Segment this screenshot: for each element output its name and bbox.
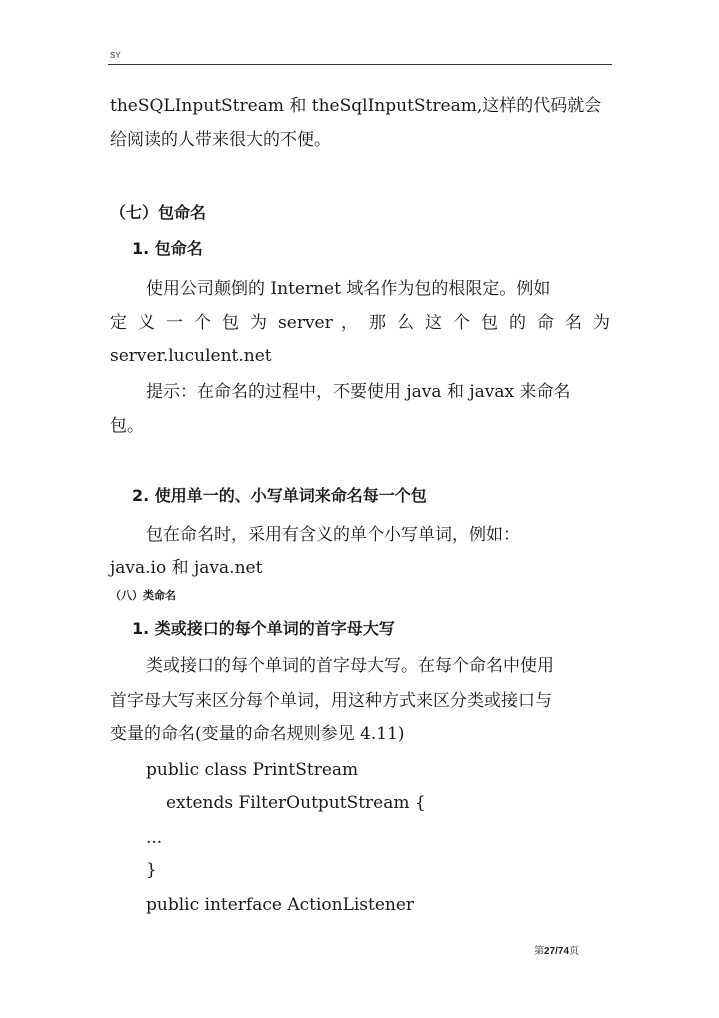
code-line: public interface ActionListener (146, 895, 415, 915)
paragraph-line: 使用公司颠倒的 Internet 域名作为包的根限定。例如 (146, 279, 551, 299)
paragraph-line: 定 义 一 个 包 为 server ， 那 么 这 个 包 的 命 名 为 (110, 313, 610, 333)
page-number (534, 942, 579, 957)
header-rule (108, 64, 612, 65)
paragraph-line: 给阅读的人带来很大的不便。 (110, 130, 331, 150)
paragraph-line: 变量的命名(变量的命名规则参见 4.11) (110, 724, 405, 744)
section-heading: （八）类命名 (110, 589, 176, 602)
page-prefix: 第 (534, 946, 544, 957)
page-suffix: 页 (569, 946, 580, 957)
paragraph-line: 包在命名时，采用有含义的单个小写单词，例如： (146, 525, 520, 545)
code-line: public class PrintStream (146, 760, 359, 780)
paragraph-line: 包。 (110, 416, 144, 436)
subsection-heading: 1. 类或接口的每个单词的首字母大写 (132, 619, 395, 638)
code-line: } (146, 860, 157, 880)
page-separator: / (555, 946, 558, 957)
subsection-heading: 1. 包命名 (132, 239, 203, 258)
subsection-heading: 2. 使用单一的、小写单词来命名每一个包 (132, 486, 427, 505)
code-line: ... (146, 828, 163, 848)
section-heading: （七）包命名 (110, 203, 207, 222)
code-line: extends FilterOutputStream { (166, 793, 426, 813)
paragraph-line: 类或接口的每个单词的首字母大写。在每个命名中使用 (146, 656, 554, 676)
paragraph-line: theSQLInputStream 和 theSqlInputStream,这样的代码就会 (110, 96, 602, 116)
page-current: 27 (544, 946, 556, 957)
header-label: SY (110, 51, 121, 60)
page-total: 74 (557, 946, 570, 957)
paragraph-line: 首字母大写来区分每个单词，用这种方式来区分类或接口与 (110, 691, 552, 711)
paragraph-line: server.luculent.net (110, 346, 272, 366)
paragraph-line: java.io 和 java.net (110, 558, 263, 578)
paragraph-line: 提示：在命名的过程中，不要使用 java 和 javax 来命名 (146, 382, 571, 402)
